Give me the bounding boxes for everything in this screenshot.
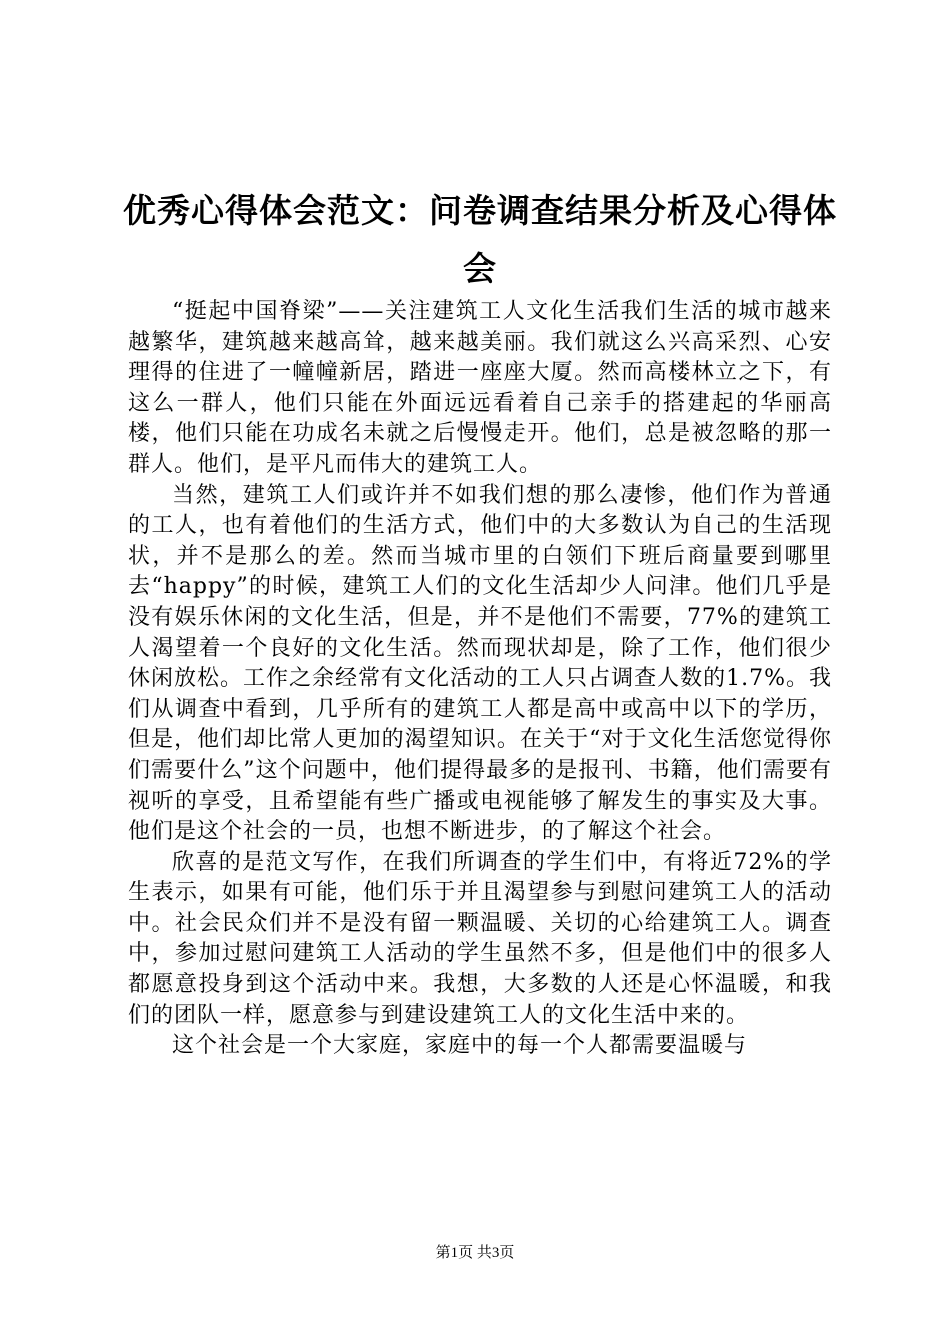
page-number-footer: 第1页 共3页 bbox=[435, 1245, 515, 1261]
document-title: 优秀心得体会范文：问卷调查结果分析及心得体会 bbox=[123, 191, 837, 288]
paragraph: 欣喜的是范文写作，在我们所调查的学生们中，有将近72%的学生表示，如果有可能，他们乐于并且渴望参与到慰问建筑工人的活动中。社会民众们并不是没有留一颗温暖、关切的心给建筑工人。调查中，参加过慰问建筑工人活动的学生虽然不多，但是他们中的很多人都愿意投身到这个活动中来。我想，大多数的人还是心怀温暖，和我们的团队一样，愿意参与到建设建筑工人的文化生活中来的。 bbox=[128, 849, 832, 1028]
paragraph: “挺起中国脊梁”——关注建筑工人文化生活我们生活的城市越来越繁华，建筑越来越高耸，越来越美丽。我们就这么兴高采烈、心安理得的住进了一幢幢新居，踏进一座座大厦。然而高楼林立之下，有这么一群人，他们只能在外面远远看着自己亲手的搭建起的华丽高楼，他们只能在功成名未就之后慢慢走开。他们，总是被忽略的那一群人。他们，是平凡而伟大的建筑工人。 bbox=[128, 299, 832, 477]
paragraph: 当然，建筑工人们或许并不如我们想的那么凄惨，他们作为普通的工人，也有着他们的生活方式，他们中的大多数认为自己的生活现状，并不是那么的差。然而当城市里的白领们下班后商量要到哪里去“happy”的时候，建筑工人们的文化生活却少人问津。他们几乎是没有娱乐休闲的文化生活，但是，并不是他们不需要，77%的建筑工人渴望着一个良好的文化生活。然而现状却是，除了工作，他们很少休闲放松。工作之余经常有文化活动的工人只占调查人数的1.7%。我们从调查中看到，几乎所有的建筑工人都是高中或高中以下的学历，但是，他们却比常人更加的渴望知识。在关于“对于文化生活您觉得你们需要什么”这个问题中，他们提得最多的是报刊、书籍，他们需要有视听的享受，且希望能有些广播或电视能够了解发生的事实及大事。他们是这个社会的一员，也想不断进步，的了解这个社会。 bbox=[128, 482, 832, 845]
document-body bbox=[128, 297, 832, 1062]
paragraph: 这个社会是一个大家庭，家庭中的每一个人都需要温暖与 bbox=[172, 1033, 748, 1059]
